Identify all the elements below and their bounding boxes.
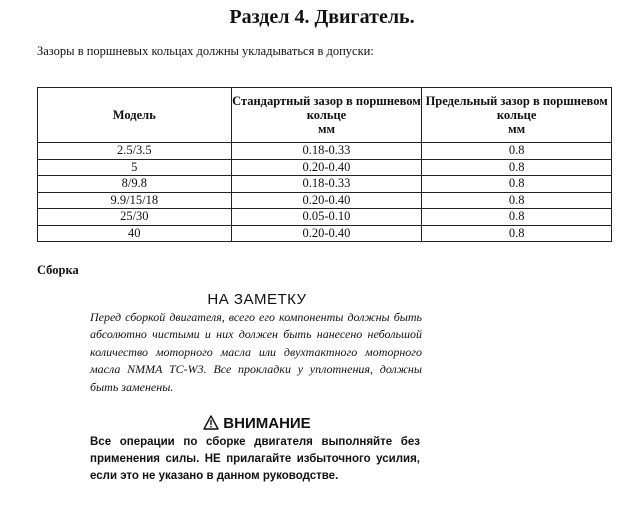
warning-triangle-icon [203, 415, 219, 434]
page-title: Раздел 4. Двигатель. [229, 6, 415, 28]
cell-standard: 0.20-0.40 [231, 225, 422, 242]
table-row [38, 143, 612, 160]
warning-heading [90, 415, 424, 434]
ring-gap-table [37, 87, 612, 242]
table-row [38, 159, 612, 176]
note-title: НА ЗАМЕТКУ [207, 291, 307, 308]
header-model-label: Модель [112, 108, 156, 122]
cell-model: 2.5/3.5 [38, 143, 232, 160]
cell-standard: 0.18-0.33 [231, 176, 422, 193]
cell-limit: 0.8 [422, 209, 612, 226]
header-limit-unit: мм [508, 122, 526, 136]
cell-standard: 0.20-0.40 [231, 192, 422, 209]
cell-model: 9.9/15/18 [38, 192, 232, 209]
table-row [38, 225, 612, 242]
header-limit-label: Предельный зазор в поршневом кольце [425, 94, 608, 122]
header-standard-gap [231, 88, 422, 143]
note-text: Перед сборкой двигателя, всего его компоненты должны быть абсолютно чистыми и них должен быть нанесено небольшой количество моторного масла или двухтактного моторного масла NMMA TC-W3. Все прокладки у уплотнения, должны быть заменены. [90, 310, 422, 394]
cell-standard: 0.18-0.33 [231, 143, 422, 160]
cell-limit: 0.8 [422, 159, 612, 176]
section-heading-assembly: Сборка [37, 263, 79, 277]
header-standard-unit: мм [317, 122, 335, 136]
header-standard-label: Стандартный зазор в поршневом кольце [232, 94, 421, 122]
header-limit-gap [422, 88, 612, 143]
table-row [38, 192, 612, 209]
cell-limit: 0.8 [422, 143, 612, 160]
cell-limit: 0.8 [422, 176, 612, 193]
table-row [38, 176, 612, 193]
cell-limit: 0.8 [422, 192, 612, 209]
table-row [38, 209, 612, 226]
cell-model: 25/30 [38, 209, 232, 226]
cell-limit: 0.8 [422, 225, 612, 242]
header-model [38, 88, 232, 143]
cell-standard: 0.05-0.10 [231, 209, 422, 226]
cell-model: 5 [38, 159, 232, 176]
warning-text: Все операции по сборке двигателя выполняйте без применения силы. НЕ прилагайте избыточного усилия, если это не указано в данном руководстве. [90, 436, 420, 482]
warning-title: ВНИМАНИЕ [223, 415, 311, 432]
table-header-row [38, 88, 612, 143]
cell-model: 40 [38, 225, 232, 242]
cell-standard: 0.20-0.40 [231, 159, 422, 176]
cell-model: 8/9.8 [38, 176, 232, 193]
intro-text: Зазоры в поршневых кольцах должны укладываться в допуски: [37, 44, 374, 58]
